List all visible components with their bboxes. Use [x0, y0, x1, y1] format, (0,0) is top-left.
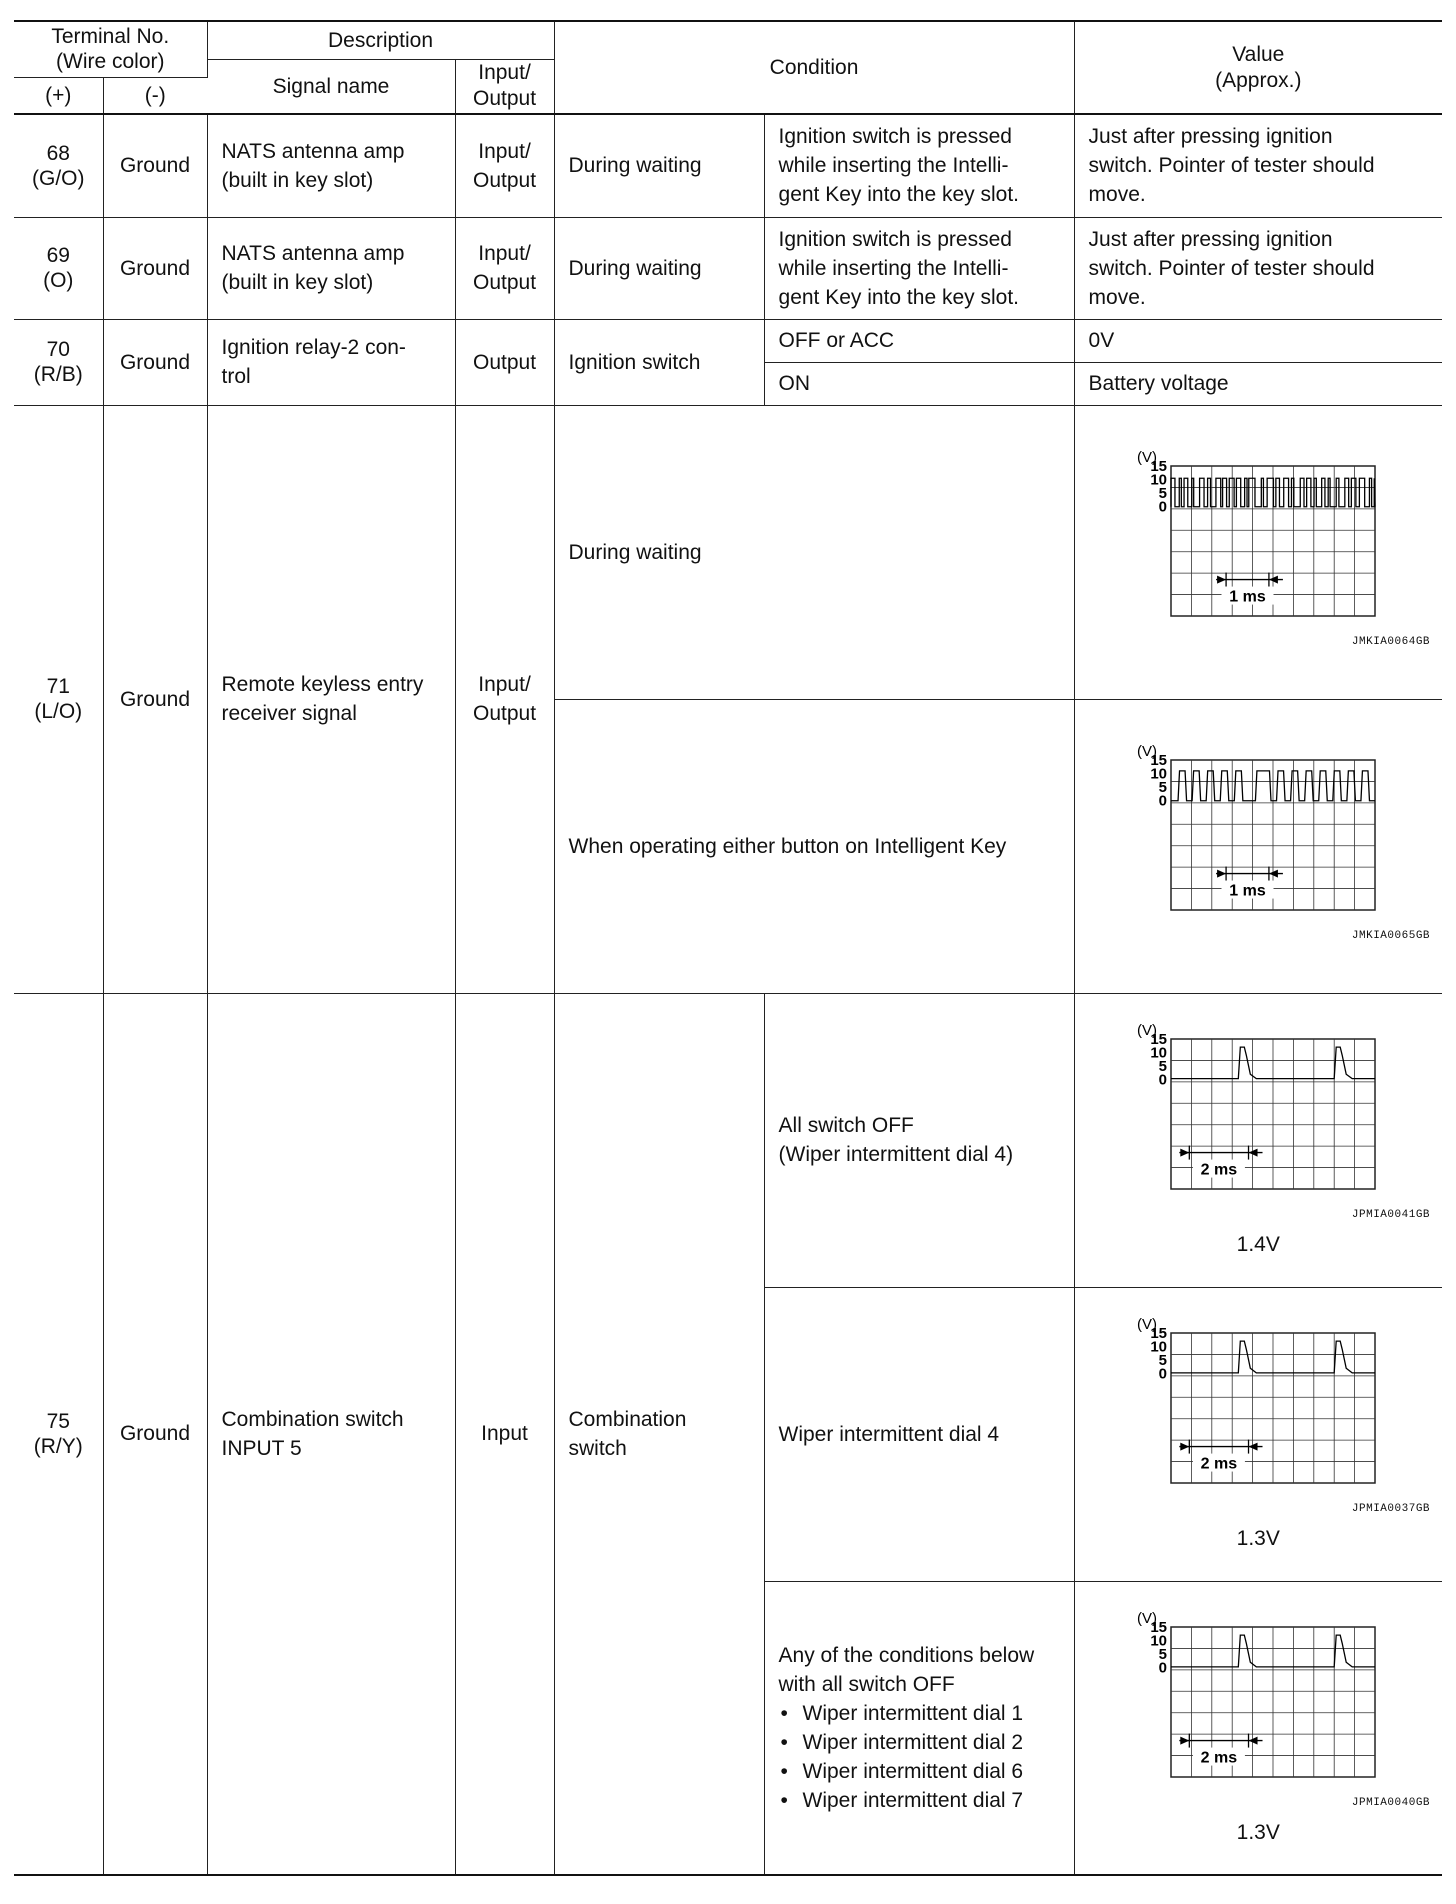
figure-code: JMKIA0065GB — [1351, 929, 1431, 942]
wire-color: (L/O) — [34, 700, 83, 723]
scope-tick-label: 10 — [1150, 471, 1168, 489]
terminal-plus — [14, 405, 103, 993]
terminal-table-page — [14, 20, 1442, 1876]
scope-tick-label: 0 — [1158, 1071, 1168, 1089]
detail-line: (Wiper intermittent dial 4) — [778, 1143, 1014, 1166]
scope-unit-label: (V) — [1137, 742, 1158, 760]
scope-tick-label: 5 — [1158, 484, 1168, 502]
waveform-scope — [1133, 1315, 1383, 1495]
value-line: move. — [1088, 285, 1146, 309]
scope-tick-label: 0 — [1158, 498, 1168, 516]
waveform-cell — [1074, 405, 1442, 699]
time-scale-label: 2 ms — [1200, 1161, 1238, 1179]
terminal-number: 69 — [46, 244, 70, 267]
table-row — [14, 217, 1442, 319]
signal-line: (built in key slot) — [221, 168, 374, 192]
terminal-plus — [14, 217, 103, 319]
scope-tick-label: 5 — [1158, 778, 1168, 796]
wire-color: (O) — [43, 269, 74, 292]
figure-code: JPMIA0041GB — [1351, 1209, 1431, 1221]
value-line: Just after pressing ignition — [1088, 227, 1333, 251]
signal-line: trol — [221, 365, 251, 388]
terminal-minus: Ground — [103, 217, 207, 319]
header-condition: Condition — [554, 21, 1074, 114]
waveform-scope — [1133, 1609, 1383, 1789]
detail-line: while inserting the Intelli- — [778, 154, 1009, 178]
condition-detail: ON — [764, 362, 1074, 405]
signal-line: Combination switch — [221, 1407, 404, 1431]
condition-detail — [764, 1581, 1074, 1875]
terminal-plus — [14, 319, 103, 405]
detail-line: with all switch OFF — [778, 1672, 955, 1696]
value — [1074, 217, 1442, 319]
detail-line: Ignition switch is pressed — [778, 227, 1012, 251]
condition: Ignition switch — [554, 319, 764, 405]
waveform-cell — [1074, 1287, 1442, 1581]
signal-line: (built in key slot) — [221, 271, 374, 294]
time-scale-label: 2 ms — [1200, 1749, 1238, 1767]
signal-line: INPUT 5 — [221, 1436, 302, 1460]
value-line: switch. Pointer of tester should — [1088, 154, 1375, 178]
scope-tick-label: 15 — [1150, 457, 1168, 475]
condition-line: switch — [568, 1436, 627, 1460]
terminal-minus: Ground — [103, 405, 207, 993]
header-value-approx: (Approx.) — [1215, 68, 1302, 92]
io-type: Output — [455, 319, 554, 405]
time-scale-label: 1 ms — [1229, 882, 1267, 900]
header-terminal — [14, 21, 207, 77]
table-row — [14, 993, 1442, 1287]
terminal-table — [14, 20, 1442, 1876]
detail-line: while inserting the Intelli- — [778, 256, 1009, 280]
signal-name — [207, 114, 455, 217]
figure-code: JPMIA0037GB — [1351, 1503, 1431, 1515]
condition-detail — [764, 114, 1074, 217]
scope-unit-label: (V) — [1137, 1316, 1158, 1333]
terminal-plus — [14, 993, 103, 1875]
condition-detail — [764, 993, 1074, 1287]
header-terminal-no: Terminal No. — [51, 25, 170, 49]
value-line: switch. Pointer of tester should — [1088, 256, 1375, 280]
waveform-trace — [1171, 478, 1375, 507]
voltage-value: 1.3V — [1236, 1820, 1280, 1844]
condition-detail: Wiper intermittent dial 4 — [764, 1287, 1074, 1581]
waveform-cell — [1074, 993, 1442, 1287]
time-scale-label: 2 ms — [1200, 1455, 1238, 1473]
wire-color: (R/Y) — [33, 1434, 83, 1458]
header-signal-name: Signal name — [207, 59, 455, 114]
table-row — [14, 405, 1442, 699]
scope-tick-label: 5 — [1158, 1352, 1168, 1370]
value: Battery voltage — [1074, 362, 1442, 405]
io-line: Output — [472, 271, 537, 294]
io-line: Input/ — [478, 139, 531, 163]
terminal-minus: Ground — [103, 993, 207, 1875]
terminal-minus: Ground — [103, 114, 207, 217]
detail-line: gent Key into the key slot. — [778, 285, 1019, 309]
signal-name — [207, 993, 455, 1875]
voltage-value: 1.3V — [1236, 1527, 1280, 1550]
waveform-cell — [1074, 699, 1442, 993]
detail-line: gent Key into the key slot. — [778, 183, 1019, 207]
condition: During waiting — [554, 114, 764, 217]
terminal-number: 75 — [46, 1409, 70, 1433]
scope-tick-label: 15 — [1150, 1618, 1168, 1636]
wire-color: (G/O) — [32, 166, 85, 190]
scope-unit-label: (V) — [1137, 448, 1158, 466]
scope-unit-label: (V) — [1137, 1609, 1158, 1627]
table-row — [14, 319, 1442, 362]
io-line: Output — [472, 168, 537, 192]
list-item: • Wiper intermittent dial 7 — [779, 1786, 1060, 1815]
scope-tick-label: 0 — [1158, 1365, 1168, 1383]
detail-intro — [779, 1641, 1060, 1699]
value-line: move. — [1088, 183, 1146, 207]
scope-tick-label: 10 — [1150, 1338, 1168, 1356]
list-item: • Wiper intermittent dial 2 — [779, 1728, 1060, 1757]
scope-tick-label: 10 — [1150, 1632, 1168, 1650]
value: 0V — [1074, 319, 1442, 362]
scope-tick-label: 5 — [1158, 1058, 1168, 1076]
list-item: • Wiper intermittent dial 6 — [779, 1757, 1060, 1786]
signal-line: receiver signal — [221, 702, 357, 725]
condition — [554, 993, 764, 1875]
waveform-cell — [1074, 1581, 1442, 1875]
condition-detail: OFF or ACC — [764, 319, 1074, 362]
header-plus: (+) — [14, 77, 103, 114]
signal-name — [207, 319, 455, 405]
condition-detail — [764, 217, 1074, 319]
header-minus: (-) — [103, 77, 207, 114]
table-row — [14, 114, 1442, 217]
condition: During waiting — [554, 405, 1074, 699]
time-scale-label: 1 ms — [1229, 588, 1267, 606]
signal-line: NATS antenna amp — [221, 242, 405, 265]
io-type: Input — [455, 993, 554, 1875]
value-line: Just after pressing ignition — [1088, 125, 1333, 149]
condition-line: Combination — [568, 1407, 687, 1431]
header-value-label: Value — [1232, 42, 1285, 66]
terminal-number: 71 — [46, 675, 70, 698]
detail-line: All switch OFF — [778, 1114, 914, 1137]
scope-tick-label: 0 — [1158, 1659, 1168, 1677]
signal-line: Remote keyless entry — [221, 673, 424, 696]
io-line: Input/ — [478, 242, 531, 265]
header-io — [455, 59, 554, 114]
header-io-output: Output — [472, 87, 537, 111]
condition: During waiting — [554, 217, 764, 319]
wire-color: (R/B) — [33, 363, 83, 386]
io-line: Input/ — [478, 673, 531, 696]
figure-code: JPMIA0040GB — [1351, 1796, 1431, 1809]
terminal-number: 70 — [46, 338, 70, 361]
terminal-number: 68 — [46, 141, 70, 165]
io-type — [455, 405, 554, 993]
signal-line: Ignition relay-2 con- — [221, 336, 406, 359]
io-line: Output — [472, 702, 537, 725]
waveform-scope — [1133, 742, 1383, 922]
header-wire-color: (Wire color) — [56, 50, 165, 74]
terminal-plus — [14, 114, 103, 217]
condition: When operating either button on Intelligent Key — [554, 699, 1074, 993]
scope-tick-label: 0 — [1158, 792, 1168, 810]
signal-line: NATS antenna amp — [221, 139, 405, 163]
list-item: • Wiper intermittent dial 1 — [779, 1699, 1060, 1728]
signal-name — [207, 217, 455, 319]
scope-tick-label: 15 — [1150, 1031, 1168, 1048]
io-type — [455, 217, 554, 319]
scope-tick-label: 15 — [1150, 1325, 1168, 1342]
header-description: Description — [207, 21, 554, 59]
scope-tick-label: 5 — [1158, 1645, 1168, 1663]
io-type — [455, 114, 554, 217]
terminal-minus: Ground — [103, 319, 207, 405]
header-io-input: Input/ — [478, 61, 531, 85]
value — [1074, 114, 1442, 217]
voltage-value: 1.4V — [1236, 1233, 1280, 1256]
scope-tick-label: 10 — [1150, 1044, 1168, 1062]
scope-unit-label: (V) — [1137, 1022, 1158, 1039]
waveform-scope — [1133, 448, 1383, 628]
scope-tick-label: 15 — [1150, 751, 1168, 769]
detail-line: Any of the conditions below — [778, 1643, 1035, 1667]
detail-line: Ignition switch is pressed — [778, 125, 1012, 149]
figure-code: JMKIA0064GB — [1351, 635, 1431, 648]
scope-tick-label: 10 — [1150, 765, 1168, 783]
header-value — [1074, 21, 1442, 114]
waveform-scope — [1133, 1021, 1383, 1201]
signal-name — [207, 405, 455, 993]
condition-list — [779, 1699, 1060, 1815]
